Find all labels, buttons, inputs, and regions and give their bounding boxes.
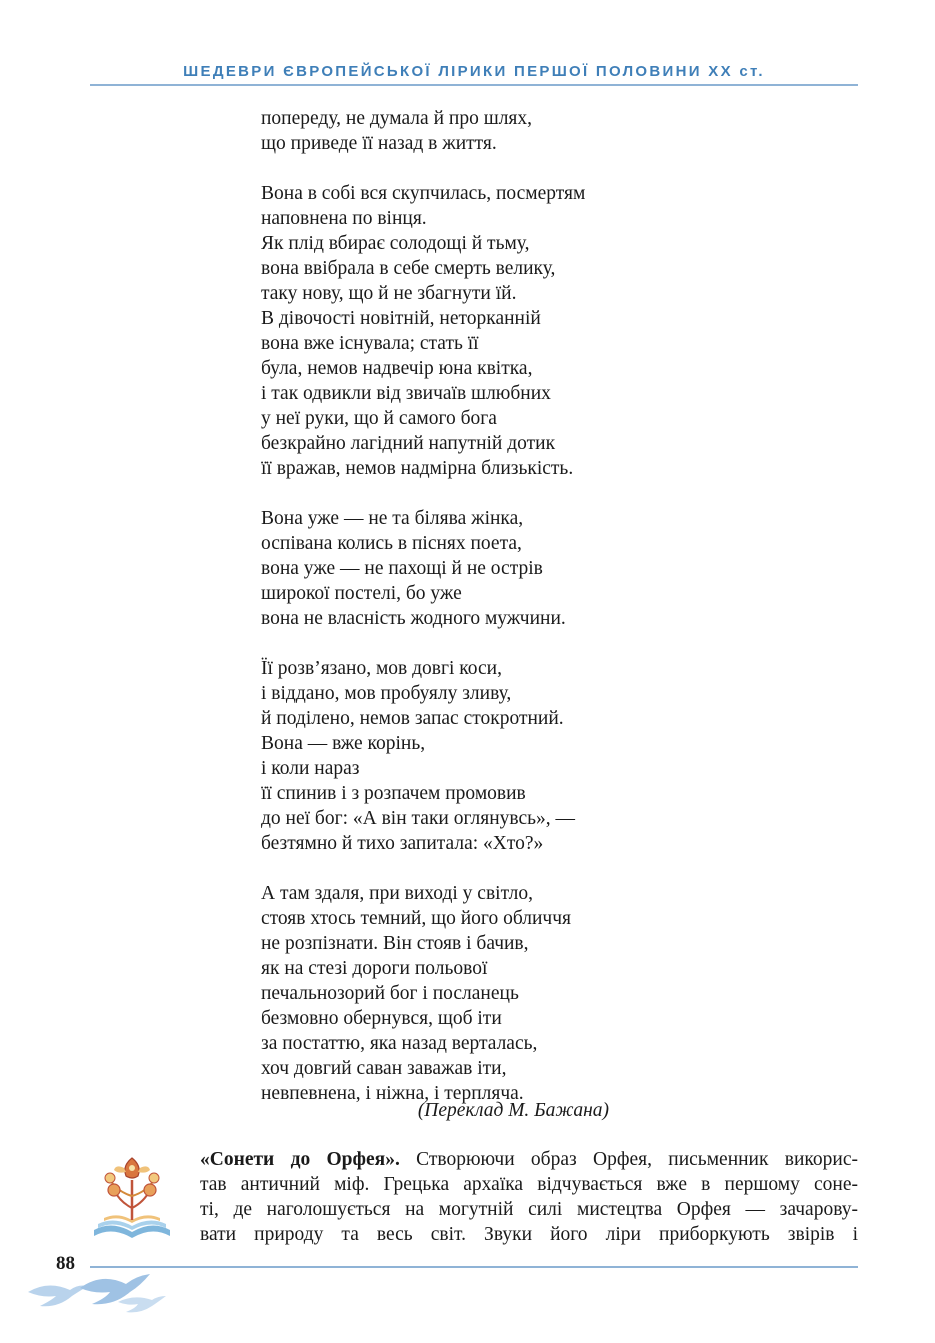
poem-line: широкої постелі, бо уже (261, 583, 462, 604)
section-title: «Сонети до Орфея». (200, 1149, 400, 1170)
page-number: 88 (56, 1253, 75, 1274)
poem-line: її вражав, немов надмірна близькість. (261, 458, 574, 479)
poem-line: і так одвикли від звичаїв шлюбних (261, 383, 551, 404)
poem-line: Вона уже — не та білява жінка, (261, 508, 524, 529)
floral-book-ornament-icon (88, 1150, 176, 1242)
poem-line: печальнозорий бог і посланець (261, 983, 519, 1004)
poem-line: А там здаля, при виході у світло, (261, 883, 533, 904)
section-paragraph (200, 1147, 858, 1247)
poem-line: таку нову, що й не збагнути їй. (261, 283, 517, 304)
poem-stanza (261, 656, 681, 856)
poem-line: що приведе її назад в життя. (261, 133, 497, 154)
poem-stanza (261, 181, 681, 481)
poem-line: наповнена по вінця. (261, 208, 427, 229)
section-first-line (200, 1147, 858, 1172)
poem-line: Як плід вбирає солодощі й тьму, (261, 233, 530, 254)
section-line: вати природу та весь світ. Звуки його ліри приборкують звірів і (200, 1224, 858, 1245)
poem-line: за постаттю, яка назад верталась, (261, 1033, 538, 1054)
poem-stanza (261, 106, 681, 156)
poem-stanza (261, 506, 681, 631)
poem-line: не розпізнати. Він стояв і бачив, (261, 933, 529, 954)
header-divider (90, 84, 858, 86)
poem-line: була, немов надвечір юна квітка, (261, 358, 533, 379)
poem-stanza (261, 881, 681, 1106)
poem-line: попереду, не думала й про шлях, (261, 108, 533, 129)
poem-line: у неї руки, що й самого бога (261, 408, 497, 429)
poem-line: і коли нараз (261, 758, 360, 779)
poem-line: оспівана колись в піснях поета, (261, 533, 522, 554)
footer-divider (90, 1266, 858, 1268)
poem-line: невпевнена, і ніжна, і терпляча. (261, 1083, 524, 1104)
poem-line: вона вже існувала; стать її (261, 333, 479, 354)
poem-line: В дівочості новітній, неторканній (261, 308, 541, 329)
poem-line: вона уже — не пахощі й не острів (261, 558, 543, 579)
poem-line: Вона — вже корінь, (261, 733, 426, 754)
poem-line: безмовно обернувся, щоб іти (261, 1008, 502, 1029)
poem-line: вона ввібрала в себе смерть велику, (261, 258, 556, 279)
poem-line: й поділено, немов запас стокротний. (261, 708, 564, 729)
poem-line: стояв хтось темний, що його обличчя (261, 908, 572, 929)
poem (261, 106, 681, 1106)
poem-line: безкрайно лагідний напутній дотик (261, 433, 556, 454)
flying-birds-icon (18, 1262, 168, 1322)
poem-line: її спинив і з розпачем промовив (261, 783, 526, 804)
section-text: Створюючи образ Орфея, письменник викорис- (399, 1149, 858, 1170)
poem-line: Вона в собі вся скупчилась, посмертям (261, 183, 586, 204)
running-header: ШЕДЕВРИ ЄВРОПЕЙСЬКОЇ ЛІРИКИ ПЕРШОЇ ПОЛОВИНИ ХХ ст. (183, 63, 765, 80)
poem-line: до неї бог: «А він таки оглянувсь», — (261, 808, 576, 829)
poem-line: і віддано, мов пробуялу зливу, (261, 683, 512, 704)
section-line: ті, де наголошується на могутній силі мистецтва Орфея — зачарову- (200, 1199, 858, 1220)
poem-line: Її розв’язано, мов довгі коси, (261, 658, 502, 679)
poem-line: безтямно й тихо запитала: «Хто?» (261, 833, 544, 854)
section-line: тав античний міф. Грецька архаїка відчувається вже в першому соне- (200, 1174, 858, 1195)
poem-line: вона не власність жодного мужчини. (261, 608, 566, 629)
poem-line: як на стезі дороги польової (261, 958, 488, 979)
translation-credit: (Переклад М. Бажана) (417, 1100, 609, 1121)
poem-line: хоч довгий саван заважав іти, (261, 1058, 507, 1079)
